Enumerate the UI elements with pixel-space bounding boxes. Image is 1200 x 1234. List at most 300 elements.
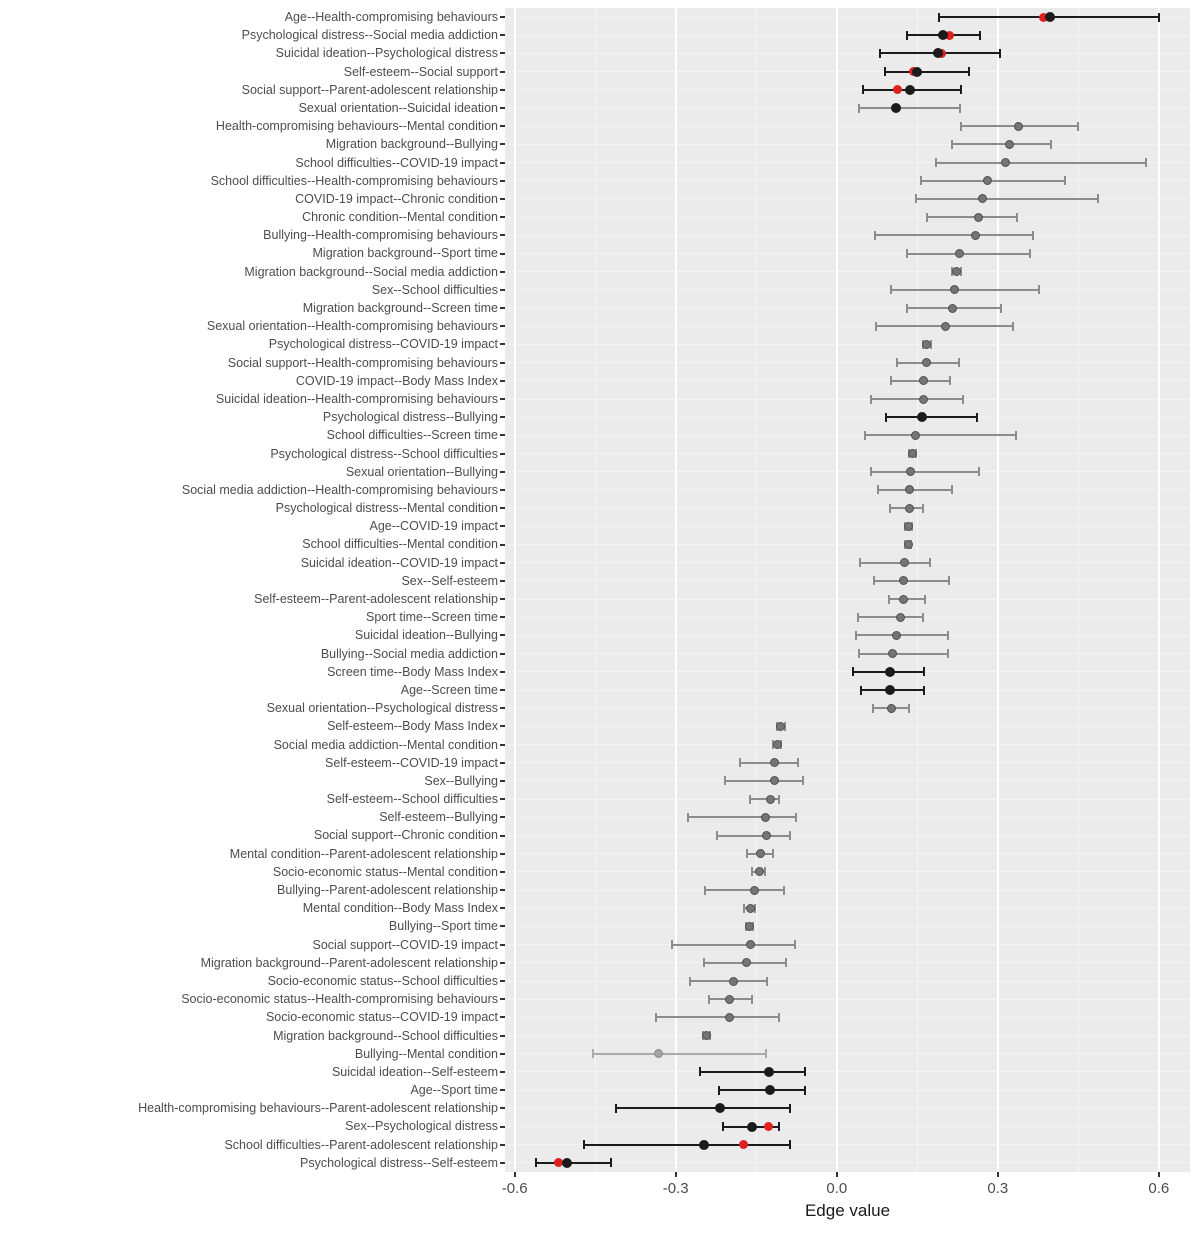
red-point	[764, 1122, 773, 1131]
error-bar	[856, 634, 949, 636]
error-bar-cap	[857, 613, 859, 622]
error-bar	[740, 762, 799, 764]
point-estimate	[765, 1085, 775, 1095]
error-bar-cap	[870, 467, 872, 476]
horizontal-gridline	[505, 599, 1190, 600]
error-bar-cap	[746, 849, 748, 858]
error-bar	[860, 562, 930, 564]
error-bar-cap	[794, 940, 796, 949]
error-bar	[916, 198, 1097, 200]
y-axis-label: Psychological distress--Self-esteem	[300, 1155, 498, 1170]
error-bar-cap	[739, 758, 741, 767]
error-bar-cap	[906, 31, 908, 40]
error-bar-cap	[888, 595, 890, 604]
error-bar	[656, 1016, 779, 1018]
error-bar	[688, 816, 796, 818]
error-bar-cap	[1032, 231, 1034, 240]
horizontal-gridline	[505, 780, 1190, 781]
error-bar-cap	[947, 649, 949, 658]
error-bar-cap	[908, 704, 910, 713]
error-bar-cap	[960, 122, 962, 131]
y-axis-label: Sexual orientation--Suicidal ideation	[298, 100, 498, 115]
y-axis-label: Self-esteem--COVID-19 impact	[325, 755, 498, 770]
y-axis-label: Socio-economic status--Mental condition	[272, 864, 498, 879]
error-bar	[921, 180, 1065, 182]
point-estimate	[762, 831, 771, 840]
error-bar-cap	[924, 595, 926, 604]
point-estimate	[885, 685, 895, 695]
y-axis-label: Socio-economic status--School difficulties	[267, 973, 498, 988]
error-bar-cap	[689, 977, 691, 986]
error-bar-cap	[708, 995, 710, 1004]
y-axis-label: Psychological distress--Bullying	[322, 410, 498, 425]
error-bar-cap	[923, 667, 925, 676]
point-estimate	[761, 813, 770, 822]
y-axis-label: COVID-19 impact--Chronic condition	[295, 191, 498, 206]
error-bar-cap	[655, 1013, 657, 1022]
error-bar-cap	[864, 431, 866, 440]
point-estimate	[654, 1049, 663, 1058]
error-bar-cap	[968, 67, 970, 76]
error-bar-cap	[915, 194, 917, 203]
y-axis-label: Sport time--Screen time	[366, 610, 498, 625]
error-bar-cap	[785, 958, 787, 967]
error-bar-cap	[783, 886, 785, 895]
y-axis-label: Sex--Bullying	[424, 773, 498, 788]
y-axis-label: Social media addiction--Health-compromising behaviours	[181, 482, 498, 497]
horizontal-gridline	[505, 1071, 1190, 1072]
error-bar-cap	[938, 13, 940, 22]
point-estimate	[725, 995, 734, 1004]
horizontal-gridline	[505, 671, 1190, 672]
y-axis-label: Self-esteem--Body Mass Index	[327, 719, 498, 734]
point-estimate	[908, 449, 917, 458]
error-bar-cap	[885, 413, 887, 422]
y-axis-label: Migration background--Social media addiction	[244, 264, 498, 279]
y-axis-label: Chronic condition--Mental condition	[302, 210, 498, 225]
error-bar	[858, 616, 923, 618]
horizontal-gridline	[505, 417, 1190, 418]
error-bar-cap	[718, 1086, 720, 1095]
error-bar-cap	[804, 1067, 806, 1076]
horizontal-gridline	[505, 762, 1190, 763]
horizontal-gridline	[505, 362, 1190, 363]
horizontal-gridline	[505, 471, 1190, 472]
y-axis-label: Bullying--Sport time	[388, 919, 498, 934]
horizontal-gridline	[505, 580, 1190, 581]
point-estimate	[776, 722, 785, 731]
error-bar-cap	[906, 304, 908, 313]
error-bar-cap	[789, 1140, 791, 1149]
horizontal-gridline	[505, 144, 1190, 145]
x-tick-mark	[1158, 1172, 1160, 1177]
point-estimate	[1014, 122, 1023, 131]
error-bar	[907, 253, 1030, 255]
horizontal-gridline	[505, 71, 1190, 72]
red-point	[893, 85, 902, 94]
error-bar	[536, 1162, 611, 1164]
point-estimate	[899, 595, 908, 604]
horizontal-gridline	[505, 1035, 1190, 1036]
error-bar-cap	[929, 558, 931, 567]
error-bar-cap	[751, 995, 753, 1004]
y-axis-label: Migration background--School difficulties	[273, 1028, 498, 1043]
point-estimate	[750, 886, 759, 895]
y-axis-label: Screen time--Body Mass Index	[327, 664, 498, 679]
point-estimate	[906, 467, 915, 476]
error-bar-cap	[873, 576, 875, 585]
point-estimate	[911, 431, 920, 440]
error-bar-cap	[751, 867, 753, 876]
point-estimate	[950, 285, 959, 294]
y-axis-label: Health-compromising behaviours--Parent-adolescent relationship	[138, 1101, 498, 1116]
error-bar-cap	[896, 358, 898, 367]
error-bar-cap	[958, 358, 960, 367]
error-bar-cap	[1050, 140, 1052, 149]
error-bar-cap	[979, 31, 981, 40]
y-axis-label: Migration background--Parent-adolescent relationship	[200, 955, 498, 970]
error-bar-cap	[1016, 213, 1018, 222]
point-estimate	[699, 1140, 709, 1150]
y-axis-label: Sex--Psychological distress	[345, 1119, 498, 1134]
point-estimate	[896, 613, 905, 622]
error-bar	[859, 107, 960, 109]
error-bar-cap	[890, 285, 892, 294]
horizontal-gridline	[505, 726, 1190, 727]
point-estimate	[756, 849, 765, 858]
error-bar-cap	[772, 849, 774, 858]
horizontal-gridline	[505, 653, 1190, 654]
error-bar-cap	[1000, 304, 1002, 313]
y-axis-label: Sex--School difficulties	[371, 282, 498, 297]
x-tick-label: 0.0	[826, 1180, 848, 1197]
point-estimate	[562, 1158, 572, 1168]
y-axis-label: Age--Screen time	[400, 682, 498, 697]
horizontal-gridline	[505, 344, 1190, 345]
y-axis-label: School difficulties--COVID-19 impact	[295, 155, 498, 170]
horizontal-gridline	[505, 253, 1190, 254]
point-estimate	[905, 85, 915, 95]
point-estimate	[983, 176, 992, 185]
y-axis-label: Suicidal ideation--Bullying	[354, 628, 498, 643]
horizontal-gridline	[505, 453, 1190, 454]
y-axis-label: Age--Sport time	[410, 1083, 498, 1098]
error-bar	[700, 1071, 804, 1073]
horizontal-gridline	[505, 180, 1190, 181]
error-bar-cap	[960, 85, 962, 94]
horizontal-gridline	[505, 835, 1190, 836]
error-bar-cap	[976, 413, 978, 422]
horizontal-gridline	[505, 217, 1190, 218]
y-axis-label: Migration background--Bullying	[325, 137, 498, 152]
horizontal-gridline	[505, 926, 1190, 927]
horizontal-gridline	[505, 326, 1190, 327]
x-tick-mark	[675, 1172, 677, 1177]
error-bar-cap	[778, 1013, 780, 1022]
major-gridline	[514, 8, 516, 1172]
y-axis-label: Bullying--Parent-adolescent relationship	[277, 883, 498, 897]
horizontal-gridline	[505, 635, 1190, 636]
error-bar	[936, 162, 1146, 164]
horizontal-gridline	[505, 526, 1190, 527]
x-tick-label: 0.3	[987, 1180, 1009, 1197]
error-bar-cap	[951, 485, 953, 494]
y-axis-label: Sexual orientation--Psychological distress	[266, 701, 498, 716]
horizontal-gridline	[505, 380, 1190, 381]
horizontal-gridline	[505, 1126, 1190, 1127]
horizontal-gridline	[505, 944, 1190, 945]
error-bar-cap	[704, 886, 706, 895]
point-estimate	[1005, 140, 1014, 149]
y-axis-label: Social support--COVID-19 impact	[312, 937, 498, 952]
x-tick-mark	[836, 1172, 838, 1177]
y-axis-label: COVID-19 impact--Body Mass Index	[295, 373, 498, 388]
point-estimate	[773, 740, 782, 749]
horizontal-gridline	[505, 817, 1190, 818]
error-bar-cap	[860, 686, 862, 695]
error-bar-cap	[778, 795, 780, 804]
error-bar-cap	[778, 1122, 780, 1131]
point-estimate	[922, 358, 931, 367]
point-estimate	[974, 213, 983, 222]
y-axis-label: Psychological distress--Social media addiction	[241, 28, 498, 43]
point-estimate	[725, 1013, 734, 1022]
point-estimate	[888, 649, 897, 658]
error-bar-cap	[766, 977, 768, 986]
point-estimate	[948, 304, 957, 313]
point-estimate	[904, 540, 913, 549]
error-bar-cap	[947, 631, 949, 640]
y-axis-label: Self-esteem--School difficulties	[326, 792, 498, 807]
horizontal-gridline	[505, 544, 1190, 545]
point-estimate	[904, 522, 913, 531]
minor-gridline	[595, 8, 596, 1172]
horizontal-gridline	[505, 853, 1190, 854]
y-axis-label: Suicidal ideation--Self-esteem	[331, 1064, 498, 1079]
minor-gridline	[1078, 8, 1079, 1172]
y-axis-label: Psychological distress--Mental condition	[275, 501, 498, 516]
point-estimate	[885, 667, 895, 677]
point-estimate	[729, 977, 738, 986]
error-bar-cap	[855, 631, 857, 640]
error-bar-cap	[1145, 158, 1147, 167]
horizontal-gridline	[505, 35, 1190, 36]
horizontal-gridline	[505, 489, 1190, 490]
error-bar-cap	[949, 376, 951, 385]
major-gridline	[997, 8, 999, 1172]
error-bar	[672, 944, 795, 946]
error-bar-cap	[699, 1067, 701, 1076]
error-bar-cap	[890, 376, 892, 385]
error-bar-cap	[583, 1140, 585, 1149]
point-estimate	[764, 1067, 774, 1077]
point-estimate	[900, 558, 909, 567]
error-bar	[871, 398, 963, 400]
error-bar-cap	[789, 1104, 791, 1113]
horizontal-gridline	[505, 1017, 1190, 1018]
point-estimate	[912, 67, 922, 77]
error-bar-cap	[874, 231, 876, 240]
error-bar-cap	[935, 158, 937, 167]
error-bar	[717, 835, 789, 837]
error-bar-cap	[1012, 322, 1014, 331]
error-bar-cap	[724, 776, 726, 785]
error-bar-cap	[1064, 176, 1066, 185]
error-bar-cap	[962, 395, 964, 404]
y-axis-label: School difficulties--Mental condition	[302, 537, 498, 552]
y-axis-label: Sex--Self-esteem	[401, 573, 498, 588]
y-axis-label: Bullying--Health-compromising behaviours	[263, 228, 498, 243]
horizontal-gridline	[505, 890, 1190, 891]
point-estimate	[919, 376, 928, 385]
y-axis-label: Self-esteem--Parent-adolescent relationship	[254, 592, 498, 606]
point-estimate	[745, 922, 754, 931]
error-bar	[719, 1089, 805, 1091]
minor-gridline	[917, 8, 918, 1172]
point-estimate	[770, 776, 779, 785]
y-axis-label: Social media addiction--Mental condition	[273, 737, 498, 752]
horizontal-gridline	[505, 271, 1190, 272]
point-estimate	[770, 758, 779, 767]
error-bar-cap	[716, 831, 718, 840]
error-bar-cap	[802, 776, 804, 785]
error-bar-cap	[1158, 13, 1160, 22]
error-bar	[584, 1144, 790, 1146]
error-bar-cap	[999, 49, 1001, 58]
point-estimate	[746, 904, 755, 913]
error-bar	[705, 889, 784, 891]
horizontal-gridline	[505, 126, 1190, 127]
y-axis-label: Bullying--Mental condition	[354, 1046, 498, 1061]
x-axis-title: Edge value	[804, 1201, 891, 1220]
y-axis-label: School difficulties--Parent-adolescent relationship	[224, 1137, 498, 1152]
error-bar-cap	[926, 213, 928, 222]
y-axis-label: Mental condition--Parent-adolescent relationship	[229, 846, 498, 861]
error-bar-cap	[920, 176, 922, 185]
horizontal-gridline	[505, 435, 1190, 436]
error-bar-cap	[951, 140, 953, 149]
error-bar-cap	[804, 1086, 806, 1095]
point-estimate	[917, 412, 927, 422]
error-bar	[885, 71, 969, 73]
error-bar-cap	[592, 1049, 594, 1058]
error-bar-cap	[610, 1158, 612, 1167]
point-estimate	[747, 1122, 757, 1132]
horizontal-gridline	[505, 53, 1190, 54]
red-point	[739, 1140, 748, 1149]
point-estimate	[891, 103, 901, 113]
point-estimate	[887, 704, 896, 713]
error-bar	[927, 216, 1016, 218]
y-axis-label: Suicidal ideation--Health-compromising behaviours	[215, 391, 498, 406]
point-estimate	[905, 485, 914, 494]
x-tick-mark	[514, 1172, 516, 1177]
horizontal-gridline	[505, 89, 1190, 90]
y-axis-label: Socio-economic status--Health-compromising behaviours	[181, 992, 498, 1007]
y-axis-label: Age--COVID-19 impact	[369, 519, 498, 534]
error-bar	[952, 143, 1051, 145]
x-tick-label: -0.6	[501, 1180, 528, 1197]
error-bar	[725, 780, 804, 782]
horizontal-gridline	[505, 617, 1190, 618]
error-bar-cap	[1097, 194, 1099, 203]
error-bar-cap	[859, 558, 861, 567]
y-axis-label: Mental condition--Body Mass Index	[302, 901, 498, 916]
point-estimate	[955, 249, 964, 258]
minor-gridline	[756, 8, 757, 1172]
y-axis-label: Psychological distress--School difficulties	[270, 446, 498, 461]
point-estimate	[1001, 158, 1010, 167]
error-bar-cap	[687, 813, 689, 822]
major-gridline	[1158, 8, 1160, 1172]
horizontal-gridline	[505, 1108, 1190, 1109]
y-axis-label: Sexual orientation--Health-compromising behaviours	[206, 319, 498, 334]
error-bar-cap	[795, 813, 797, 822]
error-bar-cap	[671, 940, 673, 949]
x-tick-label: 0.6	[1148, 1180, 1170, 1197]
point-estimate	[715, 1103, 725, 1113]
error-bar	[886, 416, 977, 418]
error-bar-cap	[870, 395, 872, 404]
y-axis-label: Migration background--Sport time	[312, 246, 498, 261]
point-estimate	[941, 322, 950, 331]
horizontal-gridline	[505, 744, 1190, 745]
horizontal-gridline	[505, 690, 1190, 691]
error-bar-cap	[535, 1158, 537, 1167]
error-bar	[865, 434, 1016, 436]
point-estimate	[905, 504, 914, 513]
error-bar-cap	[922, 504, 924, 513]
error-bar-cap	[923, 686, 925, 695]
horizontal-gridline	[505, 108, 1190, 109]
horizontal-gridline	[505, 799, 1190, 800]
error-bar-cap	[872, 704, 874, 713]
y-axis-label: Age--Health-compromising behaviours	[284, 10, 498, 24]
y-axis-label: Health-compromising behaviours--Mental condition	[215, 119, 498, 134]
point-estimate	[971, 231, 980, 240]
x-tick-mark	[997, 1172, 999, 1177]
horizontal-gridline	[505, 871, 1190, 872]
error-bar-cap	[948, 576, 950, 585]
error-bar-cap	[1077, 122, 1079, 131]
error-bar	[891, 289, 1039, 291]
x-tick-label: -0.3	[662, 1180, 689, 1197]
horizontal-gridline	[505, 999, 1190, 1000]
error-bar-cap	[959, 104, 961, 113]
point-estimate	[978, 194, 987, 203]
y-axis-label: Psychological distress--COVID-19 impact	[268, 337, 498, 352]
y-axis-label: Social support--Chronic condition	[313, 828, 498, 843]
error-bar-cap	[875, 322, 877, 331]
y-axis-label: Social support--Parent-adolescent relationship	[241, 82, 498, 97]
error-bar-cap	[615, 1104, 617, 1113]
y-axis-label: Social support--Health-compromising behaviours	[227, 355, 498, 370]
y-axis-label: Socio-economic status--COVID-19 impact	[265, 1010, 498, 1025]
error-bar-cap	[789, 831, 791, 840]
error-bar-cap	[884, 67, 886, 76]
error-bar-cap	[1038, 285, 1040, 294]
horizontal-gridline	[505, 562, 1190, 563]
y-axis-label: Migration background--Screen time	[302, 301, 498, 315]
error-bar-cap	[906, 249, 908, 258]
error-bar-cap	[858, 649, 860, 658]
point-estimate	[742, 958, 751, 967]
y-axis-label: School difficulties--Health-compromising behaviours	[210, 173, 498, 188]
point-estimate	[919, 395, 928, 404]
y-axis-label: Suicidal ideation--COVID-19 impact	[300, 555, 498, 570]
horizontal-gridline	[505, 962, 1190, 963]
horizontal-gridline	[505, 235, 1190, 236]
